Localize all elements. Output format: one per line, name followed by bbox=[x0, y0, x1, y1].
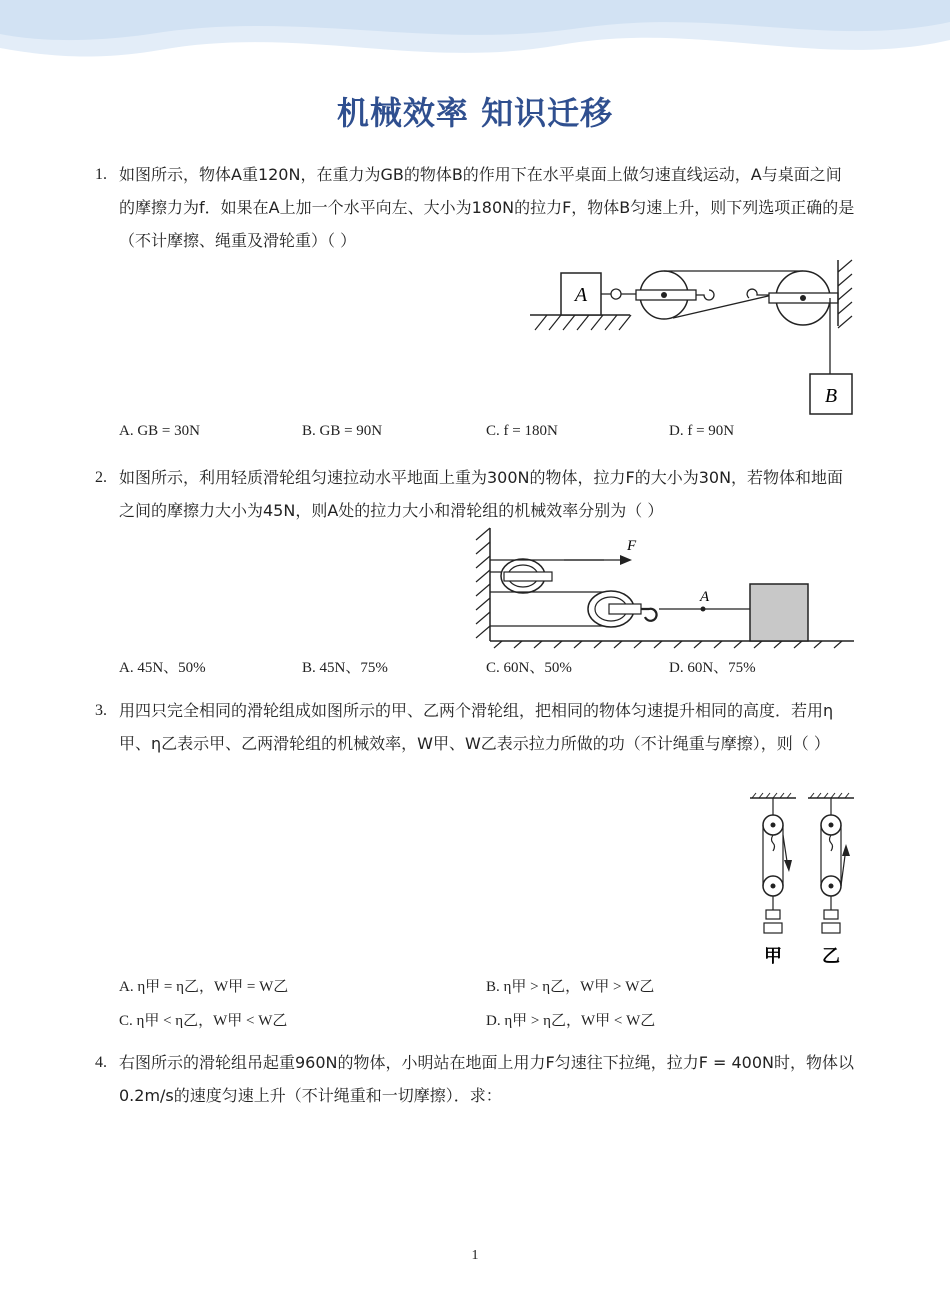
question-text: 如图所示，物体A重120N，在重力为GB的物体B的作用下在水平桌面上做匀速直线运动，A与桌面之间的摩擦力为f．如果在A上加一个水平向左、大小为180N的拉力F，物体B匀速上升，则下列选项正确的是（不计摩擦、绳重及滑轮重）（ ） bbox=[119, 165, 855, 250]
header-wave-decoration bbox=[0, 0, 950, 70]
question-number: 3. bbox=[95, 702, 107, 719]
label-a: A bbox=[700, 589, 710, 605]
option-b[interactable]: B. GB = 90N bbox=[302, 423, 383, 439]
q3-figure bbox=[748, 790, 858, 970]
pulley-system-jia bbox=[763, 798, 792, 967]
q2-figure bbox=[474, 526, 856, 652]
question-2 bbox=[95, 461, 855, 527]
option-a[interactable]: A. GB = 30N bbox=[119, 423, 200, 439]
option-a[interactable]: A. η甲 = η乙，W甲 = W乙 bbox=[119, 979, 289, 995]
label-b: B bbox=[824, 385, 838, 407]
question-number: 2. bbox=[95, 469, 107, 486]
option-d[interactable]: D. f = 90N bbox=[669, 423, 735, 439]
option-b[interactable]: B. 45N、75% bbox=[302, 660, 388, 676]
option-c[interactable]: C. η甲 < η乙，W甲 < W乙 bbox=[119, 1013, 288, 1029]
question-text: 如图所示，利用轻质滑轮组匀速拉动水平地面上重为300N的物体，拉力F的大小为30N，若物体和地面之间的摩擦力大小为45N，则A处的拉力大小和滑轮组的机械效率分别为（ ） bbox=[119, 468, 844, 520]
option-b[interactable]: B. η甲 > η乙，W甲 > W乙 bbox=[486, 979, 655, 995]
label-yi: 乙 bbox=[822, 946, 840, 967]
question-number: 4. bbox=[95, 1054, 107, 1071]
option-d[interactable]: D. η甲 > η乙，W甲 < W乙 bbox=[486, 1013, 656, 1029]
question-text: 用四只完全相同的滑轮组成如图所示的甲、乙两个滑轮组，把相同的物体匀速提升相同的高度．若用η甲、η乙表示甲、乙两滑轮组的机械效率，W甲、W乙表示拉力所做的功（不计绳重与摩擦），则（ ） bbox=[119, 701, 834, 753]
option-d[interactable]: D. 60N、75% bbox=[669, 660, 756, 676]
question-number: 1. bbox=[95, 166, 107, 183]
label-f: F bbox=[627, 538, 637, 554]
page-title: 机械效率 知识迁移 bbox=[336, 94, 614, 132]
option-c[interactable]: C. f = 180N bbox=[486, 423, 558, 439]
block bbox=[750, 584, 808, 641]
option-a[interactable]: A. 45N、50% bbox=[119, 660, 206, 676]
page-number: 1 bbox=[471, 1248, 479, 1263]
label-a: A bbox=[574, 284, 588, 306]
question-4 bbox=[95, 1046, 855, 1112]
question-text: 右图所示的滑轮组吊起重960N的物体，小明站在地面上用力F匀速往下拉绳，拉力F = 400N时，物体以0.2m/s的速度匀速上升（不计绳重和一切摩擦）．求： bbox=[119, 1053, 855, 1105]
pulley-system-yi bbox=[821, 798, 850, 967]
q1-figure bbox=[525, 258, 857, 418]
question-3 bbox=[95, 694, 855, 760]
option-c[interactable]: C. 60N、50% bbox=[486, 660, 572, 676]
label-jia: 甲 bbox=[764, 946, 782, 967]
question-1 bbox=[95, 158, 855, 257]
